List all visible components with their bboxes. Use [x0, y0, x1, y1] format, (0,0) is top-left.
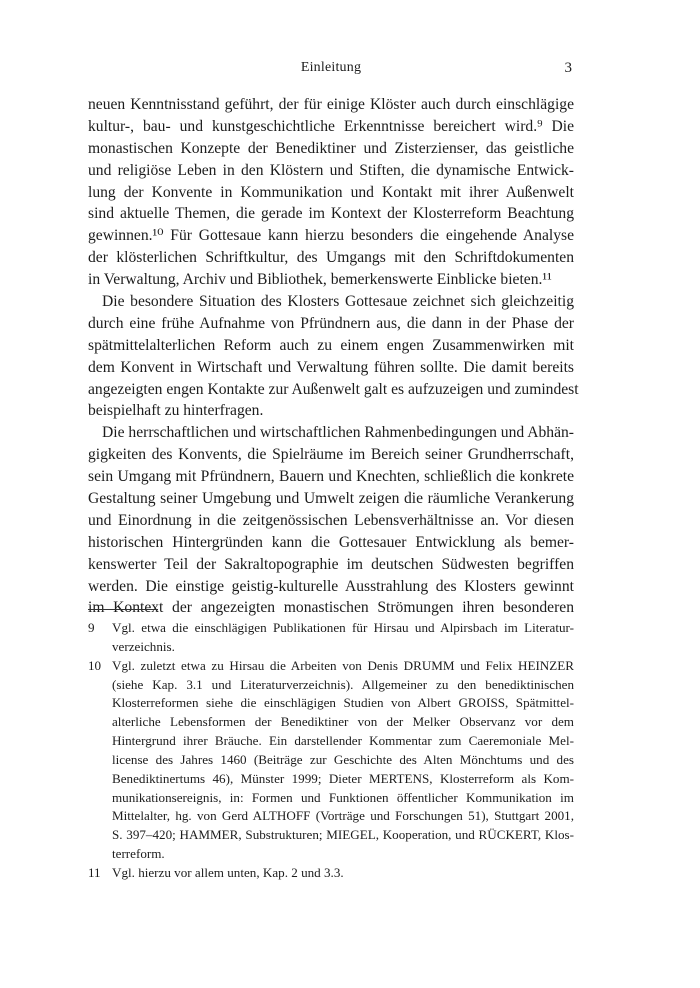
text-line: in Verwaltung, Archiv und Bibliothek, bemerkenswerte Einblicke bieten.¹¹ — [88, 271, 552, 289]
running-head-title: Einleitung — [300, 60, 362, 75]
text-line: kultur-, bau- und kunstgeschichtliche Erkenntnisse bereichert wird.⁹ Die — [88, 117, 574, 135]
text-line: der klösterlichen Schriftkultur, des Umgangs mit den Schriftdokumenten — [88, 249, 574, 267]
text-line: im Kontext der angezeigten monastischen Strömungen ihren besonderen — [88, 599, 574, 617]
text-line: und Einordnung in die zeitgenössischen Lebensverhältnisse an. Vor diesen — [88, 511, 574, 529]
text-line: kenswerter Teil der Sakraltopographie im deutschen Südwesten begriffen — [88, 555, 574, 573]
footnote-line: terreform. — [112, 846, 165, 862]
text-line: sein Umgang mit Pfründnern, Bauern und Knechten, schließlich die konkrete — [88, 468, 574, 486]
text-line: dem Konvent in Wirtschaft und Verwaltung führen sollte. Die damit bereits — [88, 358, 574, 376]
text-line: werden. Die einstige geistig-kulturelle Ausstrahlung des Klosters gewinnt — [88, 577, 574, 595]
paragraph-2 — [88, 291, 579, 422]
footnote-9 — [88, 619, 574, 657]
footnote-line: S. 397–420; HAMMER, Substrukturen; MIEGEL, Kooperation, und RÜCKERT, Klos- — [112, 827, 574, 843]
text-line: beispielhaft zu hinterfragen. — [88, 402, 264, 420]
footnote-line: alterliche Lebensformen der Benediktiner von der Melker Observanz vor dem — [112, 714, 574, 730]
footnote-11 — [88, 864, 574, 883]
text-line: Gestaltung seiner Umgebung und Umwelt zeigen die räumliche Verankerung — [88, 490, 574, 508]
running-head — [88, 60, 574, 82]
paragraph-1 — [88, 94, 574, 291]
text-line: neuen Kenntnisstand geführt, der für einige Klöster auch durch einschlägige — [88, 96, 574, 113]
text-line: durch eine frühe Aufnahme von Pfründnern aus, die dann in der Phase der — [88, 314, 574, 332]
footnote-divider — [88, 609, 158, 610]
footnote-number: 10 — [88, 657, 102, 673]
footnote-line: Vgl. hierzu vor allem unten, Kap. 2 und 3.3. — [112, 864, 344, 880]
footnote-line: Vgl. zuletzt etwa zu Hirsau die Arbeiten von Denis DRUMM und Felix HEINZER — [112, 657, 574, 673]
paragraph-3 — [88, 422, 574, 619]
text-line: gewinnen.¹⁰ Für Gottesaue kann hierzu besonders die eingehende Analyse — [88, 227, 574, 245]
text-line: angezeigten engen Kontakte zur Außenwelt galt es aufzuzeigen und zumindest — [88, 380, 579, 398]
footnote-line: Vgl. etwa die einschlägigen Publikationen für Hirsau und Alpirsbach im Literatur- — [112, 620, 574, 635]
text-line: monastischen Konzepte der Benediktiner und Zisterzienser, das geistliche — [88, 139, 574, 157]
footnote-10 — [88, 657, 574, 864]
text-line: spätmittelalterlichen Reform auch zu einem engen Zusammenwirken mit — [88, 336, 574, 354]
footnote-line: license des Jahres 1460 (Beiträge zur Geschichte des Alten Mönchtums und des — [112, 751, 574, 767]
text-line: und religiöse Leben in den Klöstern und Stiften, die dynamische Entwick- — [88, 161, 574, 179]
footnote-number: 9 — [88, 620, 95, 635]
footnote-line: Benediktinertums 46), Münster 1999; Dieter MERTENS, Klosterreform als Kom- — [112, 770, 574, 786]
text-line: lung der Konvente in Kommunikation und Kontakt mit ihrer Außenwelt — [88, 183, 574, 201]
footnote-line: Mittelalter, hg. von Gerd ALTHOFF (Vorträge und Forschungen 51), Stuttgart 2001, — [112, 808, 574, 824]
text-line: sind aktuelle Themen, die gerade im Kontext der Klosterreform Beachtung — [88, 205, 574, 223]
footnote-number: 11 — [88, 864, 101, 880]
footnotes — [88, 619, 574, 883]
footnote-line: Klosterreformen siehe die einschlägigen Studien von Albert GROISS, Spätmittel- — [112, 695, 574, 711]
text-line: historischen Hintergründen kann die Gottesauer Entwicklung als bemer- — [88, 533, 574, 551]
footnote-line: (siehe Kap. 3.1 und Literaturverzeichnis). Allgemeiner zu den benediktinischen — [112, 676, 574, 692]
text-line: Die herrschaftlichen und wirtschaftlichen Rahmenbedingungen und Abhän- — [102, 424, 574, 442]
text-line: gigkeiten des Konvents, die Spielräume im Bereich seiner Grundherrschaft, — [88, 446, 574, 464]
page-number: 3 — [564, 60, 572, 76]
footnote-line: munikationsereignis, in: Formen und Funktionen öffentlicher Kommunikation im — [112, 789, 574, 805]
text-line: Die besondere Situation des Klosters Gottesaue zeichnet sich gleichzeitig — [102, 293, 574, 311]
main-text — [88, 94, 579, 619]
footnote-line: Hintergrund ihrer Bräuche. Ein darstellender Kommentar zum Caeremoniale Mel- — [112, 733, 574, 749]
footnote-line: verzeichnis. — [112, 638, 175, 654]
